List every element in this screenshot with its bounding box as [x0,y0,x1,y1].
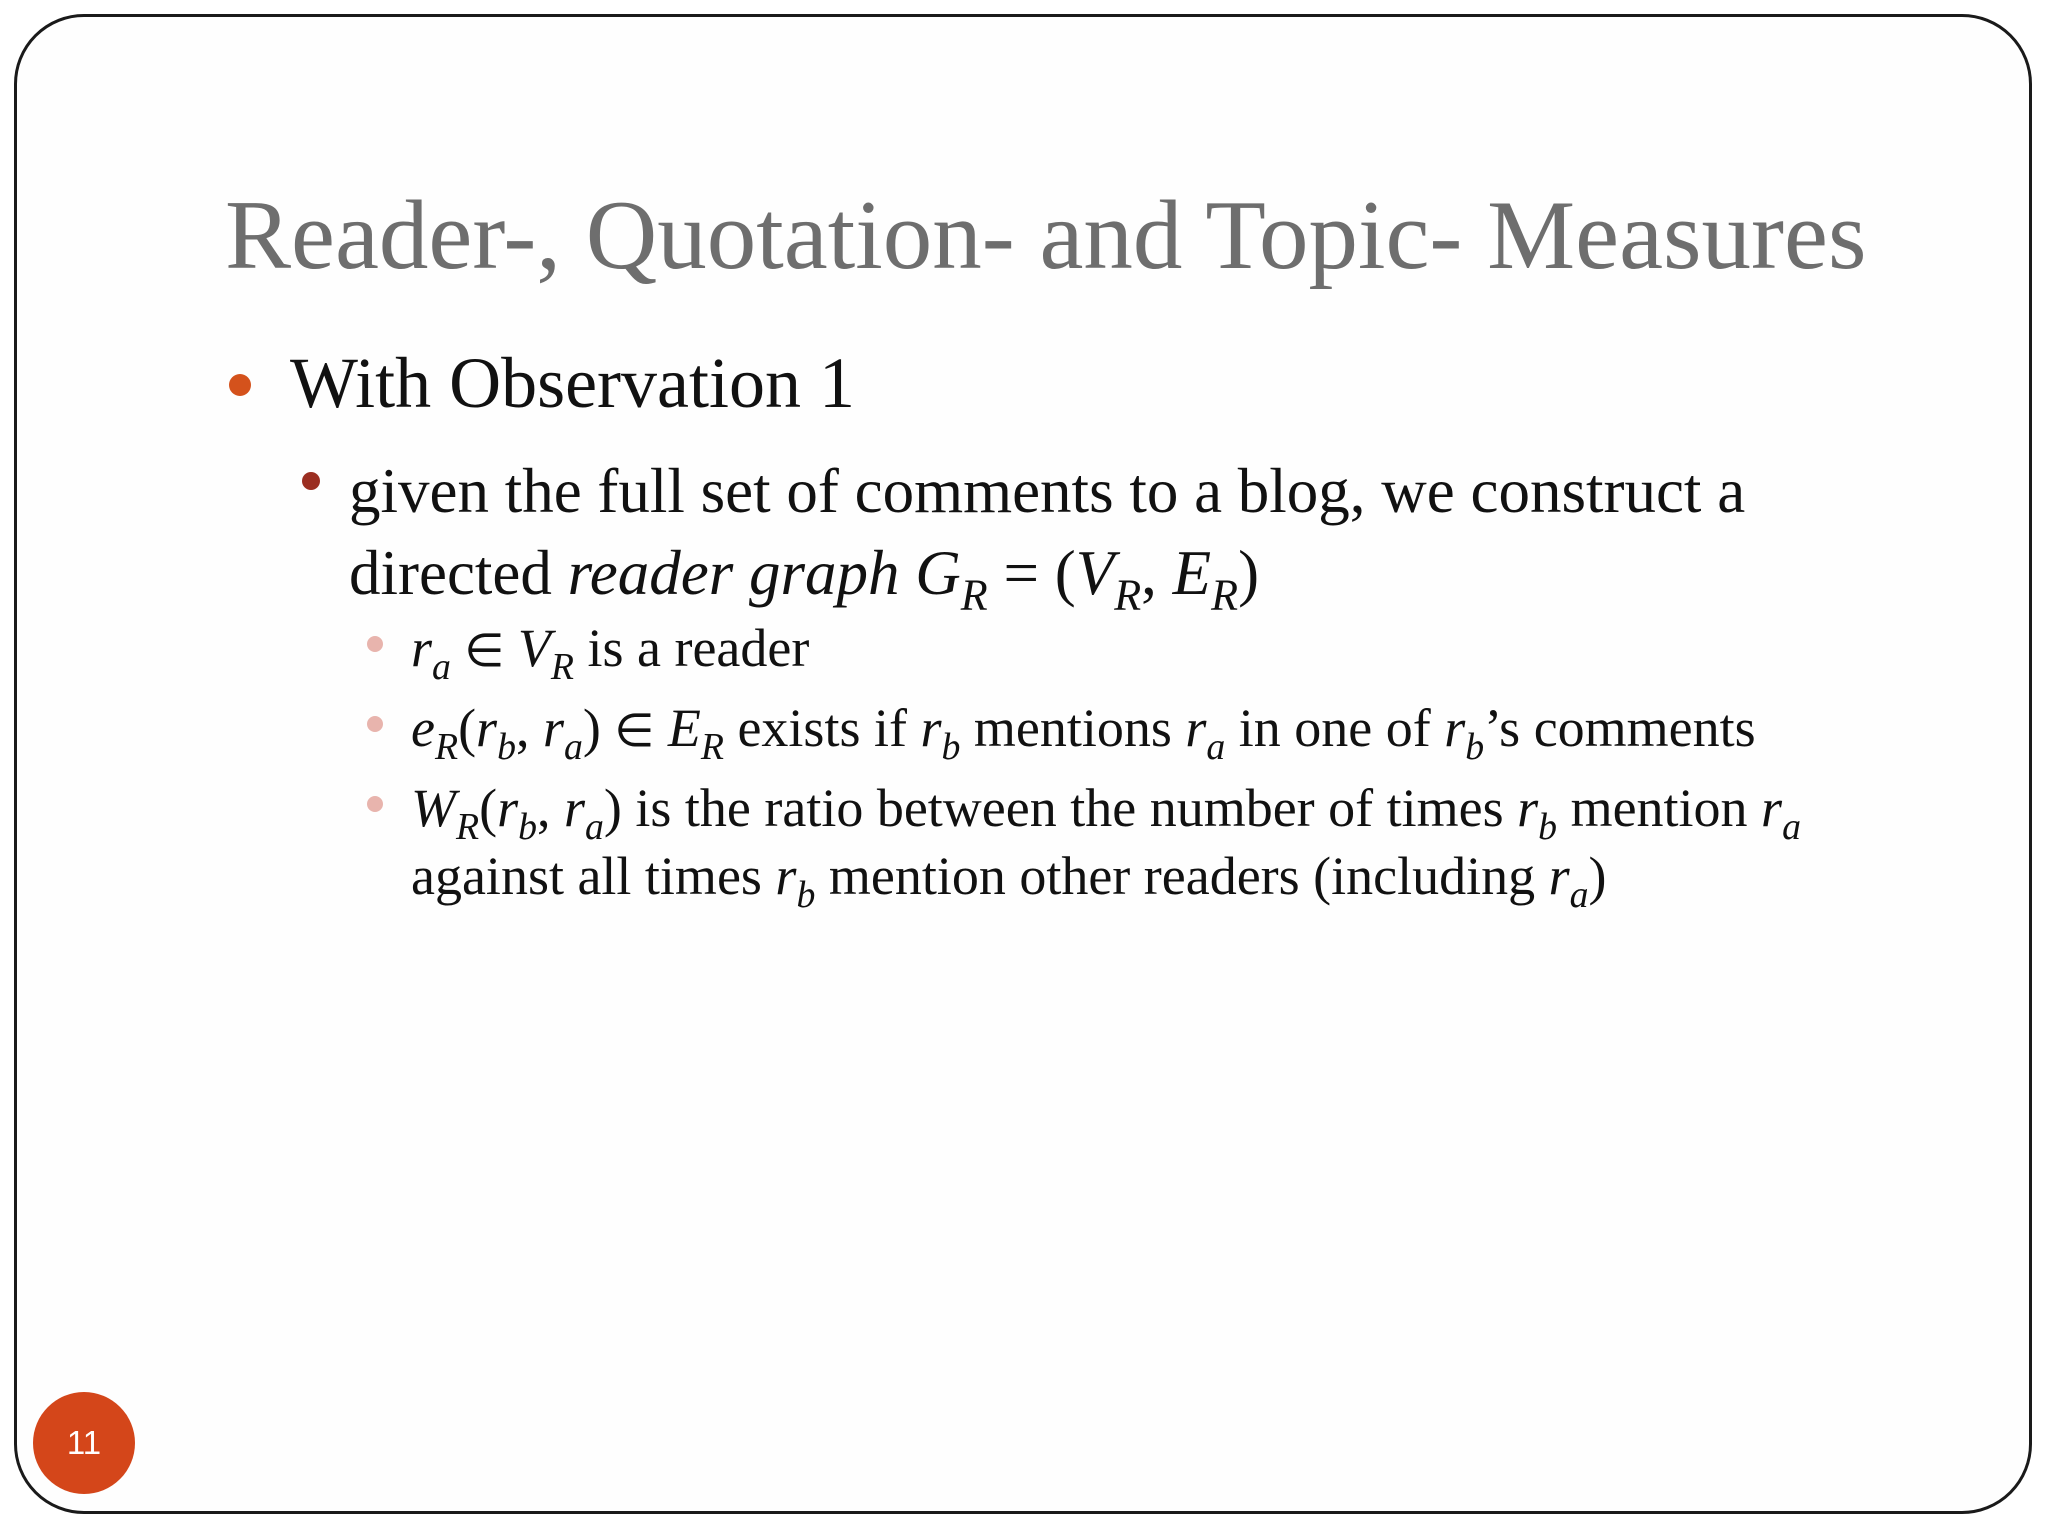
bullet-dot-pink [367,636,383,652]
bullet-dot-red [302,472,320,490]
bullet-dot-orange [229,374,251,396]
bullet-level2 [349,450,1909,620]
bullet-text: $W_R(r_b$, $r_a$) is the ratio between the number of times $r_b$ mention $r_a$ against all times $r_b$ mention other readers (including $r_a$) [411,778,1801,917]
bullet-text: $e_R(r_b$, $r_a$) ∈ $E_R$ exists if $r_b$ mentions $r_a$ in one of $r_b’s$ comments [411,698,1756,769]
page-number: 11 [66,1424,102,1461]
reader-graph-term: reader graph [567,538,900,608]
bullet-dot-pink [367,796,383,812]
bullet-level2-text: given the full set of comments to a blog, we construct a directed [349,456,1746,608]
bullet-dot-pink [367,716,383,732]
bullet-level3-weight [411,774,1901,917]
graph-formula: $G_R = (V_R$, $E_R$) [915,538,1260,620]
bullet-level1-text: With Observation 1 [290,343,855,423]
page-number-badge [33,1392,135,1494]
bullet-level1 [290,343,855,423]
slide-title: Reader-, Quotation- and Topic- Measures [225,181,1867,290]
bullet-level3-edge [411,694,1901,769]
bullet-level3-reader [411,614,1901,689]
bullet-text: $r_a$ ∈ $V_R$ is a reader [411,618,810,689]
